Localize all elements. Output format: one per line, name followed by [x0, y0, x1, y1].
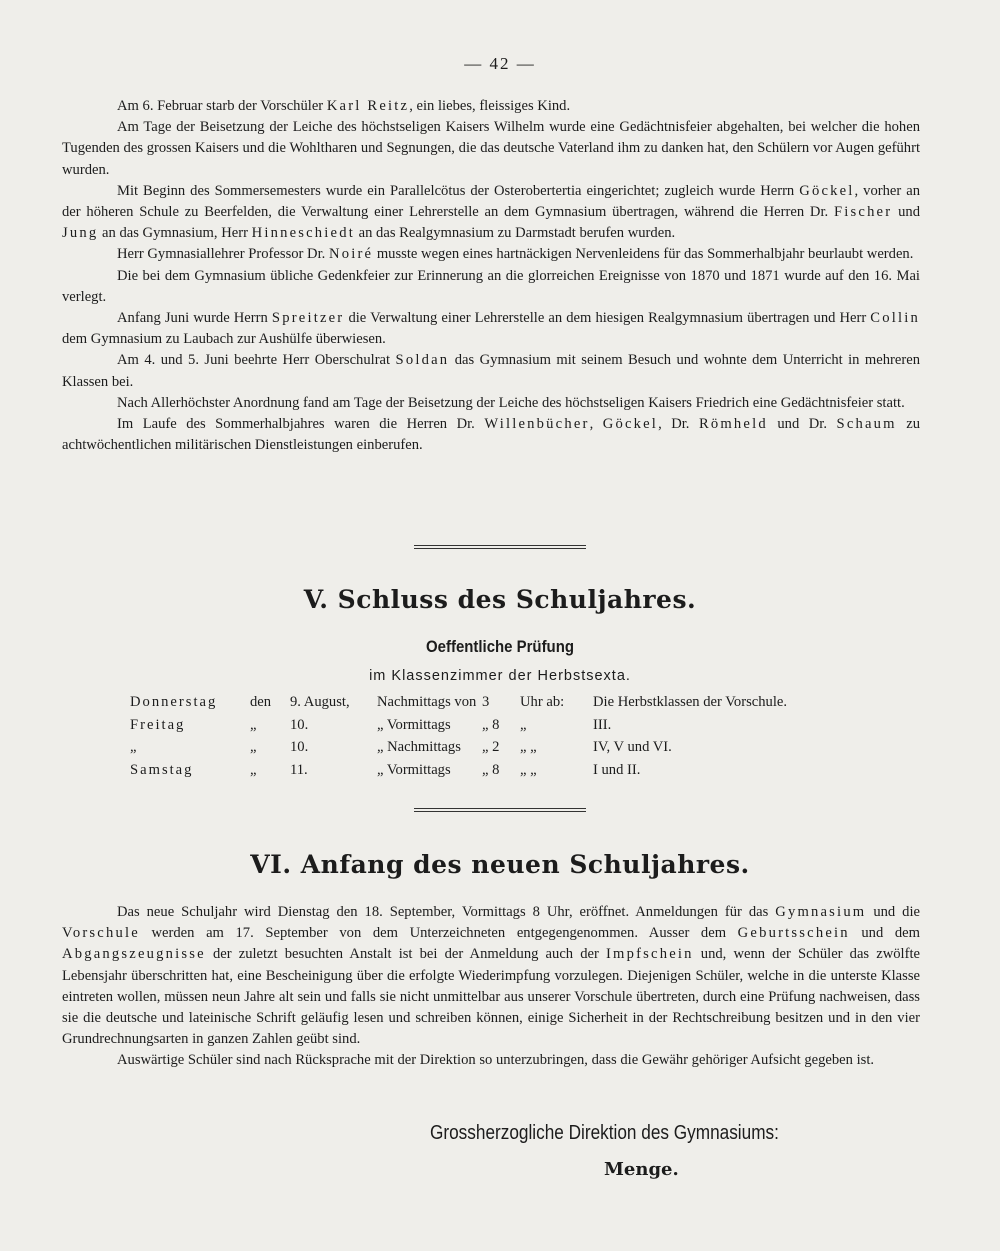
spaced-name: Schaum — [836, 416, 897, 433]
paragraph — [62, 350, 920, 392]
schedule-time: Nachmittags von — [377, 694, 477, 710]
text-run: Anfang Juni wurde Herrn — [117, 310, 272, 327]
spaced-name: Römheld — [698, 416, 768, 433]
schedule-day: Samstag — [130, 761, 194, 778]
text-run: und dem — [849, 925, 920, 942]
text-run: zu achtwöchentlichen militärischen Dienstleistungen einberufen. — [62, 416, 920, 454]
schedule-time: „ Vormittags — [377, 716, 451, 733]
spaced-name: Noiré — [328, 246, 374, 263]
text-run: an das Realgymnasium zu Darmstadt berufen wurden. — [354, 225, 676, 242]
page-number: — 42 — — [464, 54, 536, 73]
schedule-date: 11. — [290, 761, 308, 778]
schedule-classes: Die Herbstklassen der Vorschule. — [593, 694, 788, 710]
schedule-date: 9. August, — [290, 694, 350, 710]
text-run: Das neue Schuljahr wird Dienstag den 18. September, Vormittags 8 Uhr, eröffnet. Anmeldungen für das — [117, 904, 776, 920]
schedule-hour: 3 — [482, 694, 490, 710]
schedule-uhr: „ — [520, 716, 527, 733]
text-run: Am 4. und 5. Juni beehrte Herr Oberschulrat — [117, 352, 396, 369]
paragraph — [62, 181, 920, 245]
schedule-classes: I und II. — [593, 761, 641, 778]
schedule-uhr: Uhr ab: — [520, 694, 565, 710]
spaced-name: Vorschule — [62, 925, 140, 942]
text-run: , — [589, 416, 603, 433]
spaced-name: Collin — [870, 310, 920, 327]
paragraph — [62, 96, 920, 117]
text-run: Mit Beginn des Sommersemesters wurde ein Parallelcötus der Osterobertertia eingerichtet; zugleich wurde Herrn — [117, 182, 800, 199]
spaced-name: Jung — [62, 225, 99, 242]
paragraph — [62, 308, 920, 350]
text-run: Auswärtige Schüler sind nach Rücksprache mit der Direktion so unterzubringen, dass die Gewähr gehöriger Aufsicht gegeben ist. — [117, 1052, 875, 1069]
schedule-den: „ — [250, 761, 257, 778]
schedule-classes: III. — [593, 716, 612, 733]
text-run: , vorher an der höheren Schule zu Beerfelden, die Verwaltung einer Lehrerstelle an dem Gymnasium übertragen, während die Herren Dr. — [62, 182, 920, 221]
schedule-time: „ Vormittags — [377, 761, 451, 778]
text-run: musste wegen eines hartnäckigen Nervenleidens für das Sommerhalbjahr beurlaubt werden. — [373, 246, 914, 263]
text-run: das Gymnasium mit seinem Besuch und wohnte dem Unterricht in mehreren Klassen bei. — [62, 352, 921, 390]
text-run: an das Gymnasium, Herr — [98, 225, 252, 242]
schedule-den: „ — [250, 716, 257, 733]
schedule-day: „ — [130, 739, 139, 755]
schedule-den: den — [250, 694, 272, 710]
paragraph — [62, 117, 920, 181]
text-run: Herr Gymnasiallehrer Professor Dr. — [117, 246, 329, 263]
text-run: die Verwaltung einer Lehrerstelle an dem hiesigen Realgymnasium übertragen und Herr — [344, 310, 871, 327]
schedule-date: 10. — [290, 739, 309, 755]
schedule-hour: „ 2 — [482, 739, 500, 755]
text-run: Im Laufe des Sommerhalbjahres waren die Herren Dr. — [117, 416, 485, 433]
schedule-day: Donnerstag — [130, 694, 218, 710]
spaced-name: Karl Reitz — [326, 98, 410, 114]
spaced-name: Geburtsschein — [737, 925, 850, 942]
schedule-day: Freitag — [130, 716, 186, 733]
schedule-hour: „ 8 — [482, 716, 500, 733]
text-run: Am Tage der Beisetzung der Leiche des höchstseligen Kaisers Wilhelm wurde eine Gedächtnisfeier abgehalten, bei welcher die hohen Tugenden des grossen Kaisers und die Wohltharen und Segnungen, die das deutsche Vaterland ihm zu danken hat, den Schülern vor Augen geführt wurden. — [62, 119, 920, 178]
section-v-heading: V. Schluss des Schuljahres. — [303, 585, 697, 614]
spaced-name: Willenbücher — [484, 416, 590, 433]
signature-authority: Grossherzogliche Direktion des Gymnasiums: — [430, 1122, 779, 1144]
section-divider — [414, 808, 586, 812]
schedule-uhr: „ „ — [520, 761, 537, 778]
text-run: und, wenn der Schüler das zwölfte Lebensjahr überschritten hat, eine Bescheinigung über die erfolgte Wiederimpfung vorzulegen. Diejenigen Schüler, welche in die unterste Klasse eintreten wollen, müssen neun Jahre alt sein und falls sie nicht unmittelbar aus unserer Vorschule übertreten, durch eine Prüfung nachweisen, dass sie die deutsche und lateinische Schrift geläufig lesen und schreiben können, einige Sicherheit in der Rechtschreibung besitzen und in den vier Grundrechnungsarten in ganzen Zahlen geübt sind. — [62, 946, 920, 1048]
paragraph — [62, 902, 920, 1050]
text-run: und — [892, 204, 920, 221]
paragraph — [62, 393, 920, 414]
spaced-name: Impfschein — [606, 946, 694, 963]
schedule-classes: IV, V und VI. — [593, 739, 672, 755]
paragraph — [62, 266, 920, 308]
schedule-time: „ Nachmittags — [377, 739, 461, 755]
schedule-den: „ — [250, 739, 257, 755]
exam-location: im Klassenzimmer der Herbstsexta. — [369, 668, 631, 684]
text-run: und Dr. — [767, 416, 837, 433]
section-divider — [414, 545, 586, 549]
spaced-name: Hinneschiedt — [251, 225, 355, 242]
signature-name: Menge. — [604, 1159, 679, 1180]
spaced-name: Spreitzer — [271, 310, 345, 327]
text-run: , Dr. — [658, 416, 699, 433]
text-run: Nach Allerhöchster Anordnung fand am Tage der Beisetzung der Leiche des höchstseligen Kaisers Friedrich eine Gedächtnisfeier statt. — [117, 394, 905, 411]
schedule-uhr: „ „ — [520, 739, 537, 755]
new-year-text — [62, 902, 920, 1072]
spaced-name: Göckel — [799, 182, 855, 199]
spaced-name: Fischer — [833, 204, 893, 221]
schedule-hour: „ 8 — [482, 761, 500, 778]
spaced-name: Soldan — [395, 352, 450, 369]
section-vi-heading: VI. Anfang des neuen Schuljahres. — [250, 850, 750, 879]
text-run: der zuletzt besuchten Anstalt ist bei der Anmeldung auch der — [205, 946, 606, 963]
text-run: Die bei dem Gymnasium übliche Gedenkfeier zur Erinnerung an die glorreichen Ereignisse von 1870 und 1871 wurde auf den 16. Mai verlegt. — [62, 267, 920, 305]
text-run: und die — [866, 904, 920, 920]
paragraph — [62, 1050, 920, 1071]
spaced-name: Gymnasium — [775, 904, 867, 920]
text-run: dem Gymnasium zu Laubach zur Aushülfe überwiesen. — [62, 331, 386, 348]
paragraph — [62, 414, 920, 456]
chronicle-text — [62, 96, 920, 456]
text-run: werden am 17. September von dem Unterzeichneten entgegengenommen. Ausser dem — [139, 925, 738, 942]
text-run: Am 6. Februar starb der Vorschüler — [117, 98, 327, 114]
spaced-name: Abgangszeugnisse — [62, 946, 206, 963]
exam-subheading: Oeffentliche Prüfung — [426, 637, 574, 656]
schedule-date: 10. — [290, 716, 309, 733]
text-run: , ein liebes, fleissiges Kind. — [409, 98, 571, 114]
spaced-name: Göckel — [602, 416, 659, 433]
paragraph — [62, 244, 920, 265]
